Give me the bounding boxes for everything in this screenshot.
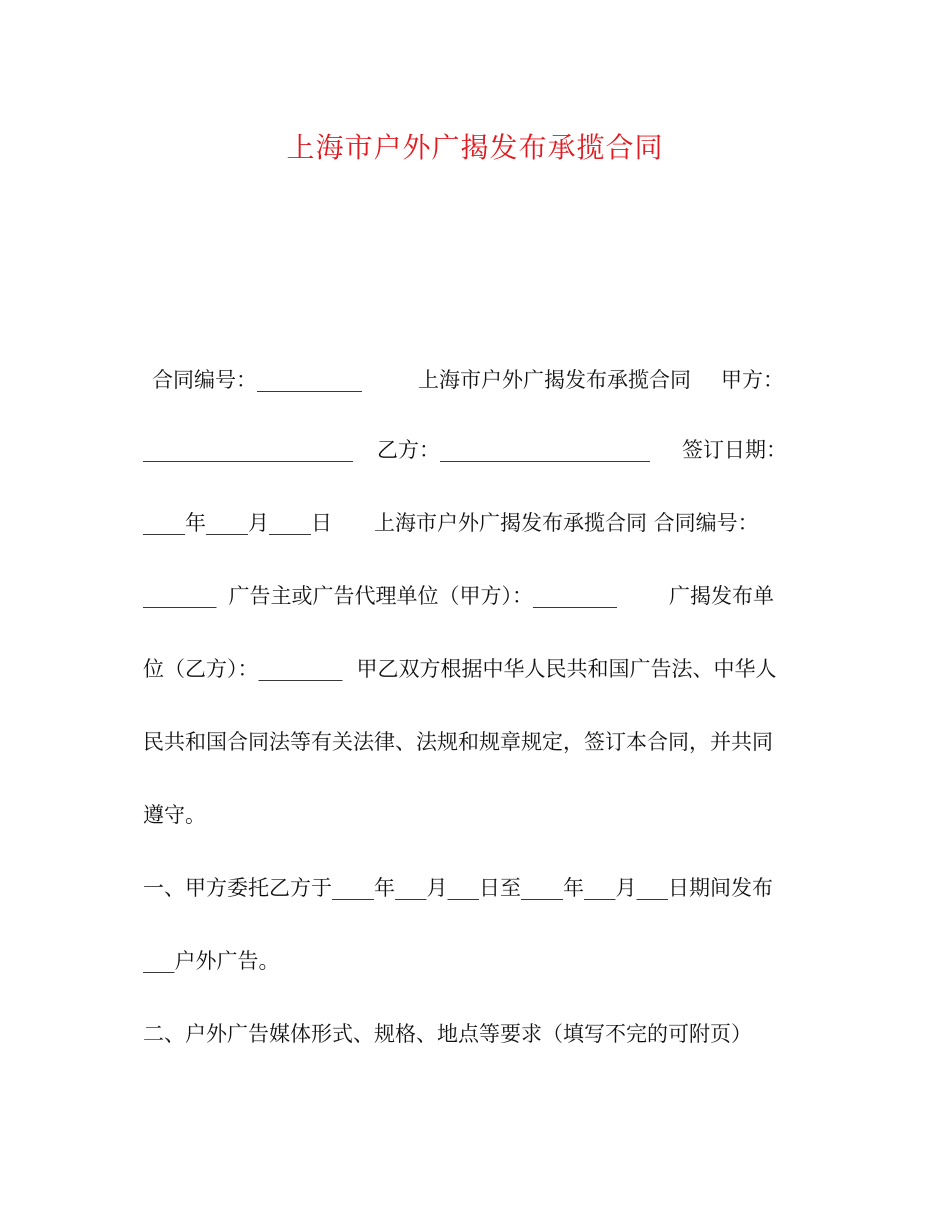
preamble-text-3: 遵守。 [143,803,206,827]
party-a-blank: ____________________ [143,438,353,462]
signing-date-blank: ____年____月____日 [143,511,332,535]
publisher-field: 位（乙方）：________ [143,657,343,681]
contract-title-repeat: 上海市户外广揭发布承揽合同 合同编号： [374,511,759,535]
text-line-3 [143,505,807,541]
clause-2-text: 二、户外广告媒体形式、规格、地点等要求（填写不完的可附页） [143,1022,752,1046]
text-line-2 [143,432,807,468]
page-title: 上海市户外广揭发布承揽合同 [286,131,664,164]
party-b-field: 乙方：____________________ [377,438,650,462]
publisher-label-start: 广揭发布单 [669,584,774,608]
text-line-10 [143,1016,807,1052]
advertiser-field: 广告主或广告代理单位（甲方）：________ [228,584,617,608]
text-line-4 [143,578,807,614]
preamble-text-2: 民共和国合同法等有关法律、法规和规章规定，签订本合同，并共同 [143,730,773,754]
contract-number-field: 合同编号：__________ [152,368,362,392]
contract-title-inline: 上海市户外广揭发布承揽合同 [418,368,691,392]
text-line-6 [143,724,807,760]
text-line-1 [152,362,807,398]
preamble-text-1: 甲乙双方根据中华人民共和国广告法、中华人 [356,657,777,681]
party-a-label: 甲方： [721,368,784,392]
signing-date-label: 签订日期： [682,438,787,462]
clause-1-continued: ___户外广告。 [143,949,280,973]
clause-1-text: 一、甲方委托乙方于____年___月___日至____年___月___日期间发布 [143,876,773,900]
text-line-5 [143,651,807,687]
text-line-7 [143,797,807,833]
text-line-9 [143,943,807,979]
text-line-8 [143,870,807,906]
contract-number-blank: _______ [143,584,217,608]
